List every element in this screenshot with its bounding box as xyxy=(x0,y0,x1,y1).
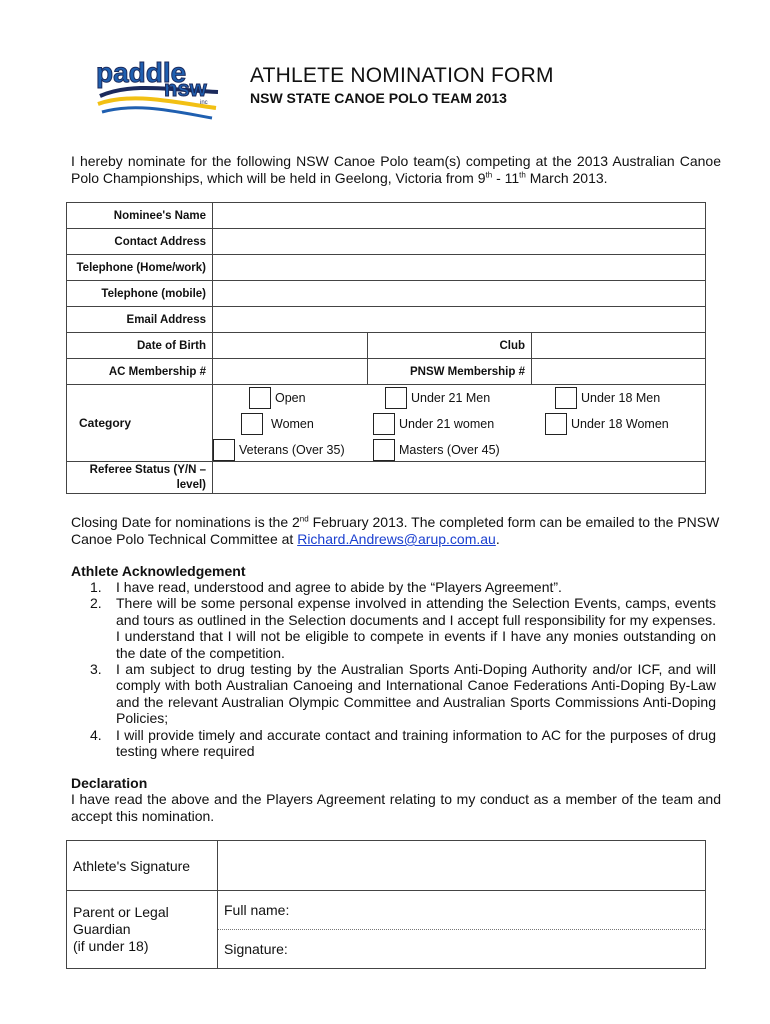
ac-membership-label: AC Membership # xyxy=(67,359,213,385)
checkbox-under-21-women[interactable]: Under 21 women xyxy=(373,413,494,435)
nominee-name-label: Nominee's Name xyxy=(67,203,213,229)
checkbox-veterans[interactable]: Veterans (Over 35) xyxy=(213,439,345,461)
nomination-details-table xyxy=(66,202,706,494)
category-label: Category xyxy=(67,385,213,462)
declaration-text: I have read the above and the Players Agreement relating to my conduct as a member of the team and accept this nomination. xyxy=(71,791,721,824)
logo-text-inc: inc xyxy=(200,100,208,106)
telephone-home-label: Telephone (Home/work) xyxy=(67,255,213,281)
guardian-label: Parent or Legal Guardian (if under 18) xyxy=(67,891,218,969)
email-field[interactable] xyxy=(213,307,706,333)
dob-field[interactable] xyxy=(213,333,368,359)
referee-status-label: Referee Status (Y/N – level) xyxy=(67,462,213,494)
category-options xyxy=(213,385,706,462)
list-item: 4. I will provide timely and accurate contact and training information to AC for the purposes of drug testing where required xyxy=(90,726,716,760)
signature-table xyxy=(66,840,706,969)
pnsw-membership-label: PNSW Membership # xyxy=(368,359,532,385)
logo-text-nsw: nsw xyxy=(164,76,207,101)
logo-text-paddle: paddle xyxy=(96,57,187,88)
list-item: 1. I have read, understood and agree to abide by the “Players Agreement”. xyxy=(90,579,562,595)
guardian-full-name-field[interactable]: Full name: xyxy=(218,892,705,930)
form-title: ATHLETE NOMINATION FORM xyxy=(250,64,554,87)
email-link[interactable]: Richard.Andrews@arup.com.au xyxy=(297,531,496,547)
acknowledgement-list xyxy=(90,579,716,759)
guardian-signature-field[interactable]: Signature: xyxy=(224,940,288,957)
pnsw-membership-field[interactable] xyxy=(532,359,706,385)
telephone-home-field[interactable] xyxy=(213,255,706,281)
list-item: 3. I am subject to drug testing by the Australian Sports Anti-Doping Authority and/or ICF, and will comply with both Australian Canoeing and International Canoe Federations Anti-Doping By-Law and the relevant Australian Olympic Committee and Australian Sports Commissions Anti-Doping Policies; xyxy=(90,661,716,727)
list-item: 2. There will be some personal expense involved in attending the Selection Events, camps, events and tours as outlined in the Selection documents and I accept full responsibility for my expenses. I understand that I will not be eligible to compete in events if I have any monies outstanding on the date of the competition. xyxy=(90,595,716,661)
contact-address-label: Contact Address xyxy=(67,229,213,255)
athlete-signature-label: Athlete's Signature xyxy=(67,841,218,891)
checkbox-masters[interactable]: Masters (Over 45) xyxy=(373,439,500,461)
ac-membership-field[interactable] xyxy=(213,359,368,385)
nominee-name-field[interactable] xyxy=(213,203,706,229)
closing-date-paragraph: Closing Date for nominations is the 2nd February 2013. The completed form can be emailed to the PNSW Canoe Polo Technical Committee at Richard.Andrews@arup.com.au. xyxy=(71,514,720,547)
club-field[interactable] xyxy=(532,333,706,359)
email-label: Email Address xyxy=(67,307,213,333)
intro-paragraph: I hereby nominate for the following NSW Canoe Polo team(s) competing at the 2013 Australian Canoe Polo Championships, which will be held in Geelong, Victoria from 9th - 11th March 2013. xyxy=(71,153,721,186)
athlete-signature-field[interactable] xyxy=(218,841,706,891)
checkbox-under-18-women[interactable]: Under 18 Women xyxy=(545,413,669,435)
contact-address-field[interactable] xyxy=(213,229,706,255)
declaration-heading: Declaration xyxy=(71,775,148,791)
checkbox-under-18-men[interactable]: Under 18 Men xyxy=(555,387,660,409)
checkbox-under-21-men[interactable]: Under 21 Men xyxy=(385,387,490,409)
checkbox-women[interactable]: Women xyxy=(241,413,314,435)
dob-label: Date of Birth xyxy=(67,333,213,359)
paddle-nsw-logo xyxy=(92,52,222,122)
acknowledgement-heading: Athlete Acknowledgement xyxy=(71,563,246,579)
checkbox-open[interactable]: Open xyxy=(249,387,306,409)
form-subtitle: NSW STATE CANOE POLO TEAM 2013 xyxy=(250,90,507,106)
club-label: Club xyxy=(368,333,532,359)
telephone-mobile-label: Telephone (mobile) xyxy=(67,281,213,307)
referee-status-field[interactable] xyxy=(213,462,706,494)
telephone-mobile-field[interactable] xyxy=(213,281,706,307)
